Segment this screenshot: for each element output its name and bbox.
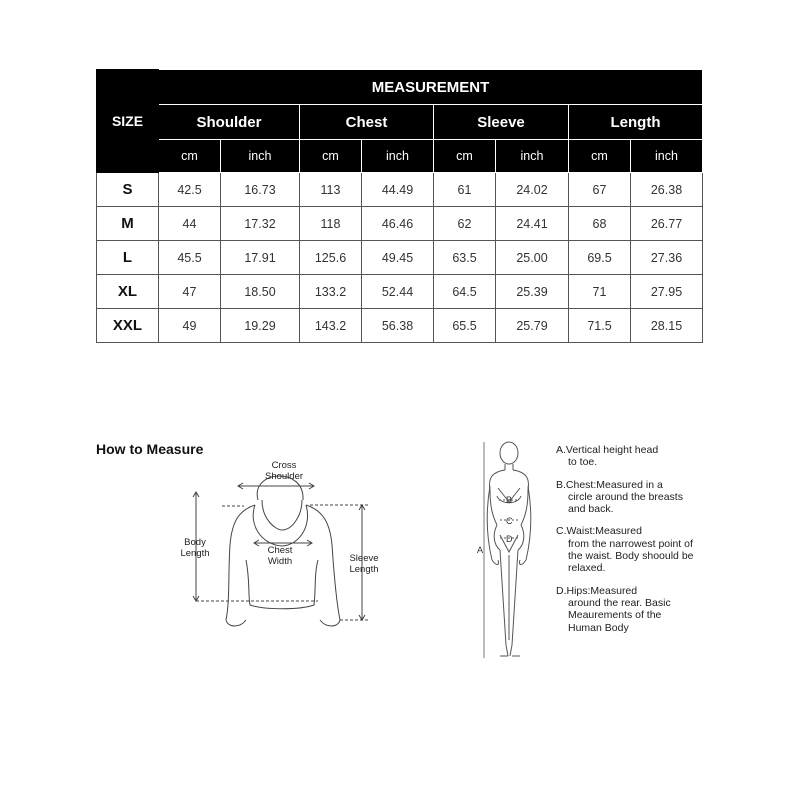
- unit-header: inch: [221, 140, 300, 173]
- table-cell: 49: [159, 309, 221, 343]
- note-c: [556, 525, 696, 574]
- table-cell: 44: [159, 207, 221, 241]
- marker-c: C: [506, 516, 513, 526]
- table-cell: 71.5: [569, 309, 631, 343]
- size-cell: XXL: [97, 309, 159, 343]
- table-cell: 64.5: [434, 275, 496, 309]
- table-cell: 25.39: [496, 275, 569, 309]
- chest-width-label: Chest Width: [267, 545, 293, 567]
- table-cell: 18.50: [221, 275, 300, 309]
- note-body: around the rear. Basic Meaurements of the Human Body: [568, 596, 671, 634]
- sleeve-length-label: Sleeve Length: [349, 553, 379, 575]
- note-d: [556, 585, 696, 634]
- table-cell: 24.02: [496, 173, 569, 207]
- note-b: [556, 479, 696, 516]
- table-cell: 52.44: [362, 275, 434, 309]
- measurement-header: MEASUREMENT: [159, 70, 703, 105]
- how-to-measure-title: How to Measure: [96, 441, 204, 457]
- measure-notes: [556, 444, 696, 644]
- table-cell: 61: [434, 173, 496, 207]
- table-cell: 28.15: [631, 309, 703, 343]
- table-cell: 68: [569, 207, 631, 241]
- table-cell: 25.00: [496, 241, 569, 275]
- table-cell: 27.36: [631, 241, 703, 275]
- note-lead: C.Waist:Measured: [556, 525, 642, 538]
- table-cell: 25.79: [496, 309, 569, 343]
- size-cell: S: [97, 173, 159, 207]
- table-cell: 26.77: [631, 207, 703, 241]
- unit-header: inch: [631, 140, 703, 173]
- unit-header: inch: [496, 140, 569, 173]
- table-cell: 46.46: [362, 207, 434, 241]
- table-cell: 45.5: [159, 241, 221, 275]
- cross-shoulder-label: Cross Shoulder: [264, 460, 304, 482]
- table-cell: 26.38: [631, 173, 703, 207]
- note-body: circle around the breasts and back.: [568, 490, 683, 516]
- table-cell: 69.5: [569, 241, 631, 275]
- table-cell: 47: [159, 275, 221, 309]
- note-body: from the narrowest point of the waist. Body shoould be relaxed.: [568, 537, 694, 575]
- marker-b: B: [506, 495, 513, 505]
- group-header-chest: Chest: [300, 105, 434, 140]
- table-cell: 63.5: [434, 241, 496, 275]
- table-cell: 56.38: [362, 309, 434, 343]
- table-cell: 118: [300, 207, 362, 241]
- table-cell: 62: [434, 207, 496, 241]
- size-header: SIZE: [97, 70, 159, 173]
- table-cell: 17.32: [221, 207, 300, 241]
- table-cell: 133.2: [300, 275, 362, 309]
- size-cell: XL: [97, 275, 159, 309]
- table-cell: 113: [300, 173, 362, 207]
- unit-header: inch: [362, 140, 434, 173]
- unit-header: cm: [569, 140, 631, 173]
- note-lead: D.Hips:Measured: [556, 584, 638, 597]
- unit-header: cm: [300, 140, 362, 173]
- table-cell: 27.95: [631, 275, 703, 309]
- table-cell: 49.45: [362, 241, 434, 275]
- table-cell: 67: [569, 173, 631, 207]
- table-cell: 19.29: [221, 309, 300, 343]
- marker-a: A: [477, 545, 484, 555]
- table-cell: 71: [569, 275, 631, 309]
- unit-header: cm: [159, 140, 221, 173]
- table-cell: 44.49: [362, 173, 434, 207]
- table-cell: 125.6: [300, 241, 362, 275]
- table-cell: 24.41: [496, 207, 569, 241]
- table-cell: 65.5: [434, 309, 496, 343]
- table-cell: 42.5: [159, 173, 221, 207]
- marker-d: D: [506, 534, 513, 544]
- unit-header: cm: [434, 140, 496, 173]
- group-header-length: Length: [569, 105, 703, 140]
- group-header-sleeve: Sleeve: [434, 105, 569, 140]
- note-a: [556, 444, 696, 469]
- note-body: to toe.: [568, 456, 598, 469]
- group-header-shoulder: Shoulder: [159, 105, 300, 140]
- table-cell: 143.2: [300, 309, 362, 343]
- size-cell: M: [97, 207, 159, 241]
- note-lead: A.Vertical height head: [556, 444, 659, 456]
- note-lead: B.Chest:Measured in a: [556, 478, 663, 491]
- table-cell: 16.73: [221, 173, 300, 207]
- table-cell: 17.91: [221, 241, 300, 275]
- size-cell: L: [97, 241, 159, 275]
- body-length-label: Body Length: [180, 537, 210, 559]
